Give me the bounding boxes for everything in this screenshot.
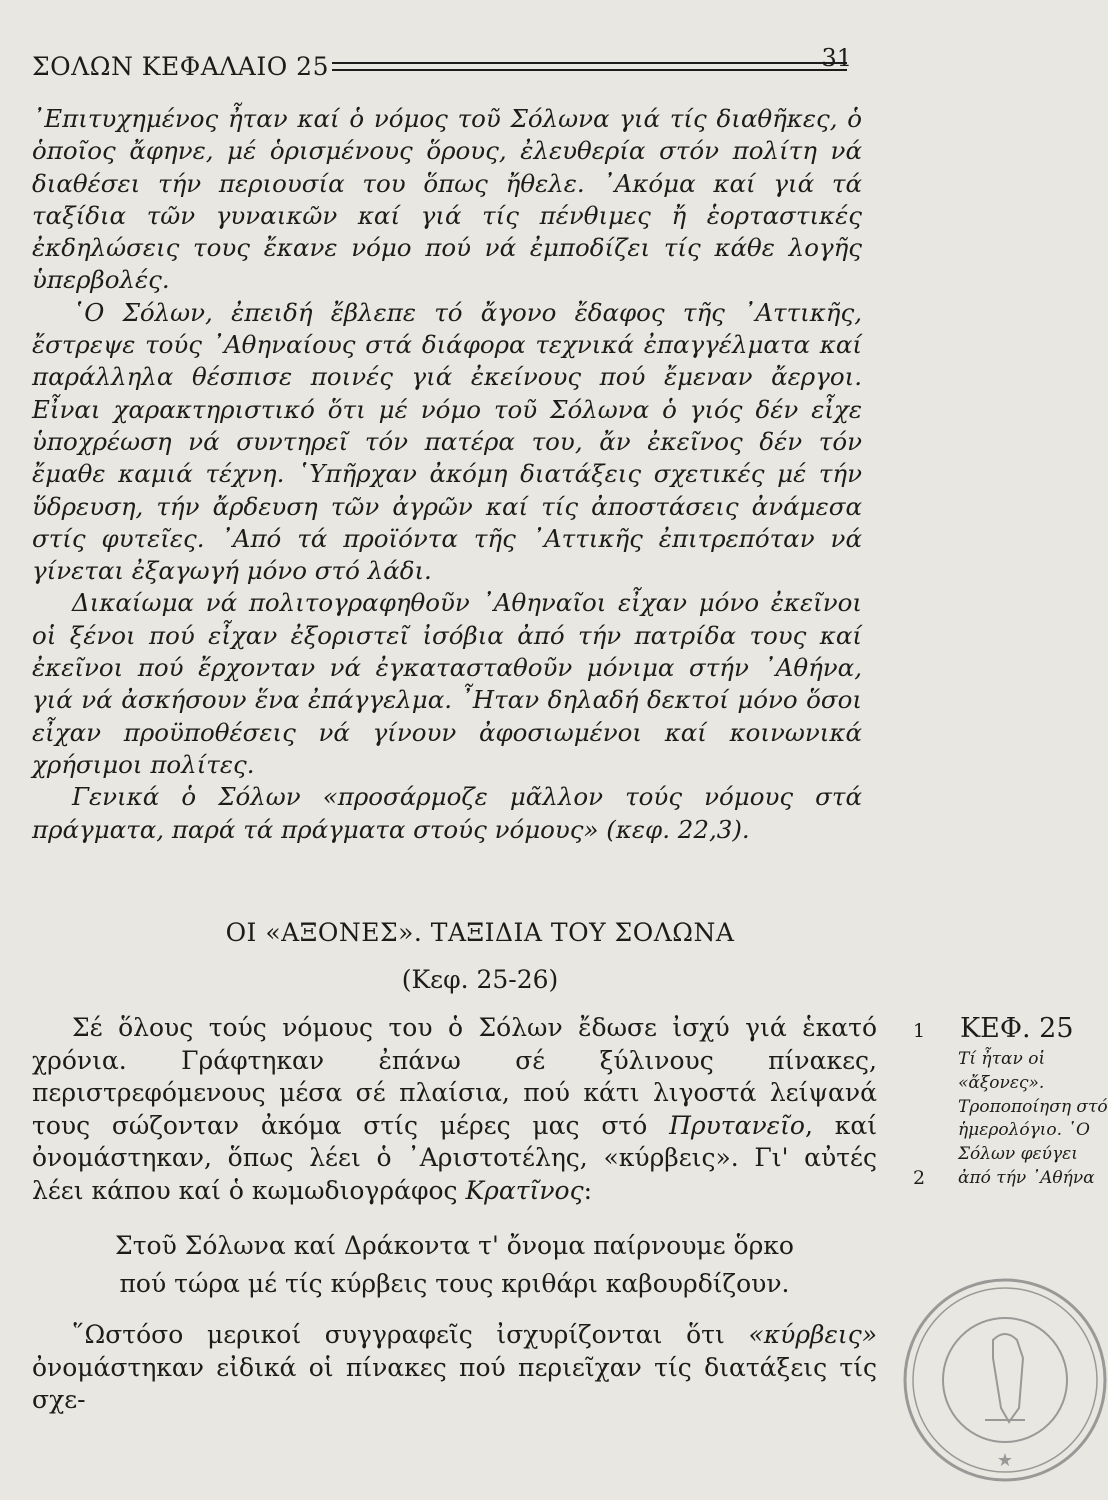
italic-paragraph: ῾Ο Σόλων, ἐπειδή ἔβλεπε τό ἄγονο ἔδαφος τῆς ᾿Αττικῆς, ἔστρεψε τούς ᾿Αθηναίους στά διάφορα τεχνικά ἐπαγγέλματα καί παράλληλα θέσπισε ποινές γιά ἐκείνους πού ἔμεναν ἄεργοι. Εἶναι χαρακτηριστικό ὅτι μέ νόμο τοῦ Σόλωνα ὁ γιός δέν εἶχε ὑποχρέωση νά συντηρεῖ τόν πατέρα του, ἄν ἐκεῖνος δέν τόν ἔμαθε καμιά τέχνη. ῾Υπῆρχαν ἀκόμη διατάξεις σχετικές μέ τήν ὕδρευση, τήν ἄρδευση τῶν ἀγρῶν καί τίς ἀποστάσεις ἀνάμεσα στίς φυτεῖες. ᾿Από τά προϊόντα τῆς ᾿Αττικῆς ἐπιτρεπόταν νά γίνεται ἐξαγωγή μόνο στό λάδι.	[32, 297, 862, 586]
header-rule	[332, 62, 847, 71]
italic-paragraph: ᾿Επιτυχημένος ἦταν καί ὁ νόμος τοῦ Σόλωνα γιά τίς διαθῆκες, ὁ ὁποῖος ἄφηνε, μέ ὁρισμένους ὅρους, ἐλευθερία στόν πολίτη νά διαθέσει τήν περιουσία του ὅπως ἤθελε. ᾿Ακόμα καί γιά τά ταξίδια τῶν γυναικῶν καί γιά τίς πένθιμες ἤ ἑορταστικές ἐκδηλώσεις τους ἔκανε νόμο πού νά ἐμποδίζει τίς κάθε λογῆς ὑπερβολές.	[32, 104, 862, 295]
line-number: 1	[913, 1020, 926, 1042]
body-paragraph	[32, 1012, 877, 1207]
library-stamp-seal	[895, 1270, 1108, 1490]
svg-text:★: ★	[996, 1450, 1014, 1471]
body-paragraph	[32, 1319, 877, 1417]
emphasis-kyrveis: «κύρβεις»	[748, 1320, 877, 1349]
section-title: ΟΙ «ΑΞΟΝΕΣ». ΤΑΞΙΔΙΑ ΤΟΥ ΣΟΛΩΝΑ	[225, 918, 735, 947]
verse-line: πού τώρα μέ τίς κύρβεις τους κριθάρι καβουρδίζουν.	[119, 1269, 790, 1298]
body-text-block	[32, 1012, 877, 1417]
italic-paragraph: Δικαίωμα νά πολιτογραφηθοῦν ᾿Αθηναῖοι εἶχαν μόνο ἐκεῖνοι οἱ ξένοι πού εἶχαν ἐξοριστεῖ ἰσόβια ἀπό τήν πατρίδα τους καί ἐκεῖνοι πού ἔρχονταν νά ἐγκατασταθοῦν μόνιμα στήν ᾿Αθήνα, γιά νά ἀσκήσουν ἕνα ἐπάγγελμα. ῏Ηταν δηλαδή δεκτοί μόνο ὅσοι εἶχαν προϋποθέσεις νά γίνουν ἀφοσιωμένοι καί κοινωνικά χρήσιμοι πολίτες.	[32, 588, 862, 779]
text-run: :	[583, 1175, 593, 1205]
margin-note: Τί ἦταν οἱ «ἄξονες». Τροποποίηση στό ἡμερολόγιο. ῾Ο Σόλων φεύγει ἀπό τήν ᾿Αθήνα	[958, 1049, 1108, 1188]
section-subtitle: (Κεφ. 25-26)	[401, 965, 559, 994]
header-title: ΣΟΛΩΝ ΚΕΦΑΛΑΙΟ 25	[32, 52, 329, 81]
italic-text-block	[32, 103, 862, 846]
verse-quote	[32, 1227, 877, 1303]
verse-line: Στοῦ Σόλωνα καί Δράκοντα τ' ὄνομα παίρνουμε ὅρκο	[115, 1231, 794, 1260]
emphasis-prytaneio: Πρυτανεῖο	[669, 1110, 805, 1140]
text-run: Σέ ὅλους τούς νόμους του ὁ Σόλων ἔδωσε ἰσχύ γιά ἑκατό χρόνια. Γράφτηκαν ἐπάνω σέ ξύλινους πίνακες, περιστρεφόμενους μέσα σέ πλαίσια, πού κάτι λιγοστά λείψανά τους σώζονταν ἀκόμα στίς μέρες μας στό	[32, 1013, 877, 1140]
page-number: 31	[821, 44, 852, 72]
line-number: 2	[913, 1167, 926, 1189]
emphasis-kratinos: Κρατῖνος	[465, 1175, 584, 1205]
text-run: , καί ὀνομάστηκαν, ὅπως λέει ὁ ᾿Αριστοτέλης, «κύρβεις». Γι' αὐτές λέει κάπου καί ὁ κωμωδιογράφος	[32, 1110, 878, 1205]
text-run: ῞Ωστόσο μερικοί συγγραφεῖς ἰσχυρίζονται ὅτι	[72, 1320, 749, 1349]
margin-chapter-heading: ΚΕΦ. 25	[960, 1013, 1074, 1044]
italic-paragraph: Γενικά ὁ Σόλων «προσάρμοζε μᾶλλον τούς νόμους στά πράγματα, παρά τά πράγματα στούς νόμους» (κεφ. 22,3).	[32, 782, 862, 844]
text-run: ὀνομάστηκαν εἰδικά οἱ πίνακες πού περιεῖχαν τίς διατάξεις τίς σχε-	[32, 1352, 877, 1414]
running-header	[32, 44, 852, 82]
